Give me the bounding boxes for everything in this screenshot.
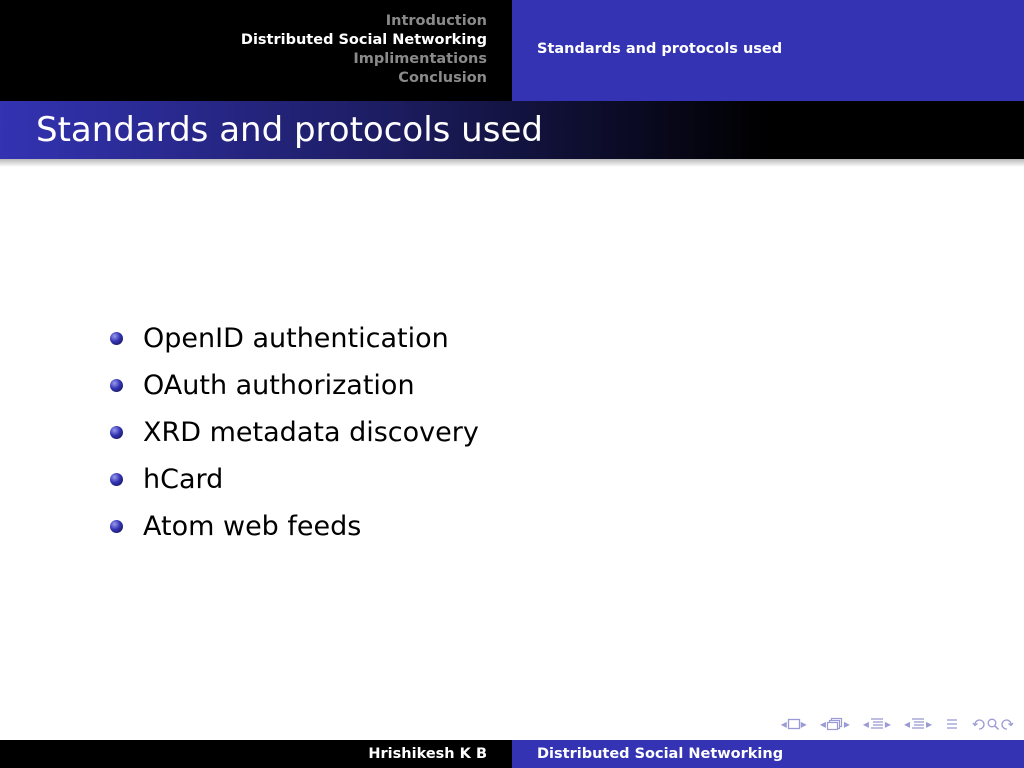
prev-arrow-icon[interactable]: ◂: [862, 717, 869, 731]
nav-section-introduction[interactable]: Introduction: [385, 13, 487, 29]
list-item-text: OpenID authentication: [143, 323, 449, 354]
nav-section-implimentations[interactable]: Implimentations: [353, 51, 487, 67]
list-item: [110, 456, 479, 503]
align-icon[interactable]: [945, 713, 959, 735]
footer-author-box: [0, 740, 512, 768]
list-item-text: hCard: [143, 464, 224, 495]
prev-arrow-icon[interactable]: ◂: [819, 717, 826, 731]
list-item-text: OAuth authorization: [143, 370, 415, 401]
section-icon[interactable]: [869, 713, 885, 735]
subsection-icon[interactable]: [826, 713, 844, 735]
bullet-ball-icon: [110, 332, 123, 345]
footer-title: Distributed Social Networking: [537, 746, 784, 762]
bullet-ball-icon: [110, 379, 123, 392]
bullet-ball-icon: [110, 473, 123, 486]
list-item: [110, 315, 479, 362]
navigation-symbols: [771, 713, 1014, 735]
next-arrow-icon[interactable]: ▸: [843, 717, 850, 731]
nav-subsection-current[interactable]: Standards and protocols used: [537, 41, 783, 57]
frame-nav-group: [781, 713, 807, 735]
prev-arrow-icon[interactable]: ◂: [903, 717, 910, 731]
align-nav-group: [945, 713, 959, 735]
frame-title-bar: [0, 101, 1024, 159]
redo-icon[interactable]: [1000, 713, 1014, 735]
search-nav-group: [972, 713, 1014, 735]
next-arrow-icon[interactable]: ▸: [925, 717, 932, 731]
next-arrow-icon[interactable]: ▸: [800, 717, 807, 731]
nav-section-distributed-social-networking[interactable]: Distributed Social Networking: [240, 32, 487, 48]
header-navigation: [0, 0, 1024, 101]
bullet-ball-icon: [110, 520, 123, 533]
subsection-navigation: [512, 0, 1024, 101]
list-item: [110, 362, 479, 409]
footer-title-box: [512, 740, 1024, 768]
bullet-ball-icon: [110, 426, 123, 439]
search-icon[interactable]: [986, 713, 1000, 735]
list-item: [110, 503, 479, 550]
nav-section-conclusion[interactable]: Conclusion: [398, 70, 487, 86]
next-arrow-icon[interactable]: ▸: [884, 717, 891, 731]
frame-icon[interactable]: [787, 713, 801, 735]
presentation-icon[interactable]: [910, 713, 926, 735]
bullet-list: [110, 315, 479, 550]
list-item-text: XRD metadata discovery: [143, 417, 479, 448]
footer: [0, 740, 1024, 768]
presentation-nav-group: [904, 713, 932, 735]
section-nav-group: [863, 713, 891, 735]
list-item-text: Atom web feeds: [143, 511, 362, 542]
frame-title: Standards and protocols used: [36, 110, 543, 150]
footer-author: Hrishikesh K B: [368, 746, 487, 762]
title-shadow: [0, 159, 1024, 167]
section-navigation: [0, 0, 512, 101]
subsection-nav-group: [820, 713, 850, 735]
prev-arrow-icon[interactable]: ◂: [780, 717, 787, 731]
undo-icon[interactable]: [972, 713, 986, 735]
list-item: [110, 409, 479, 456]
